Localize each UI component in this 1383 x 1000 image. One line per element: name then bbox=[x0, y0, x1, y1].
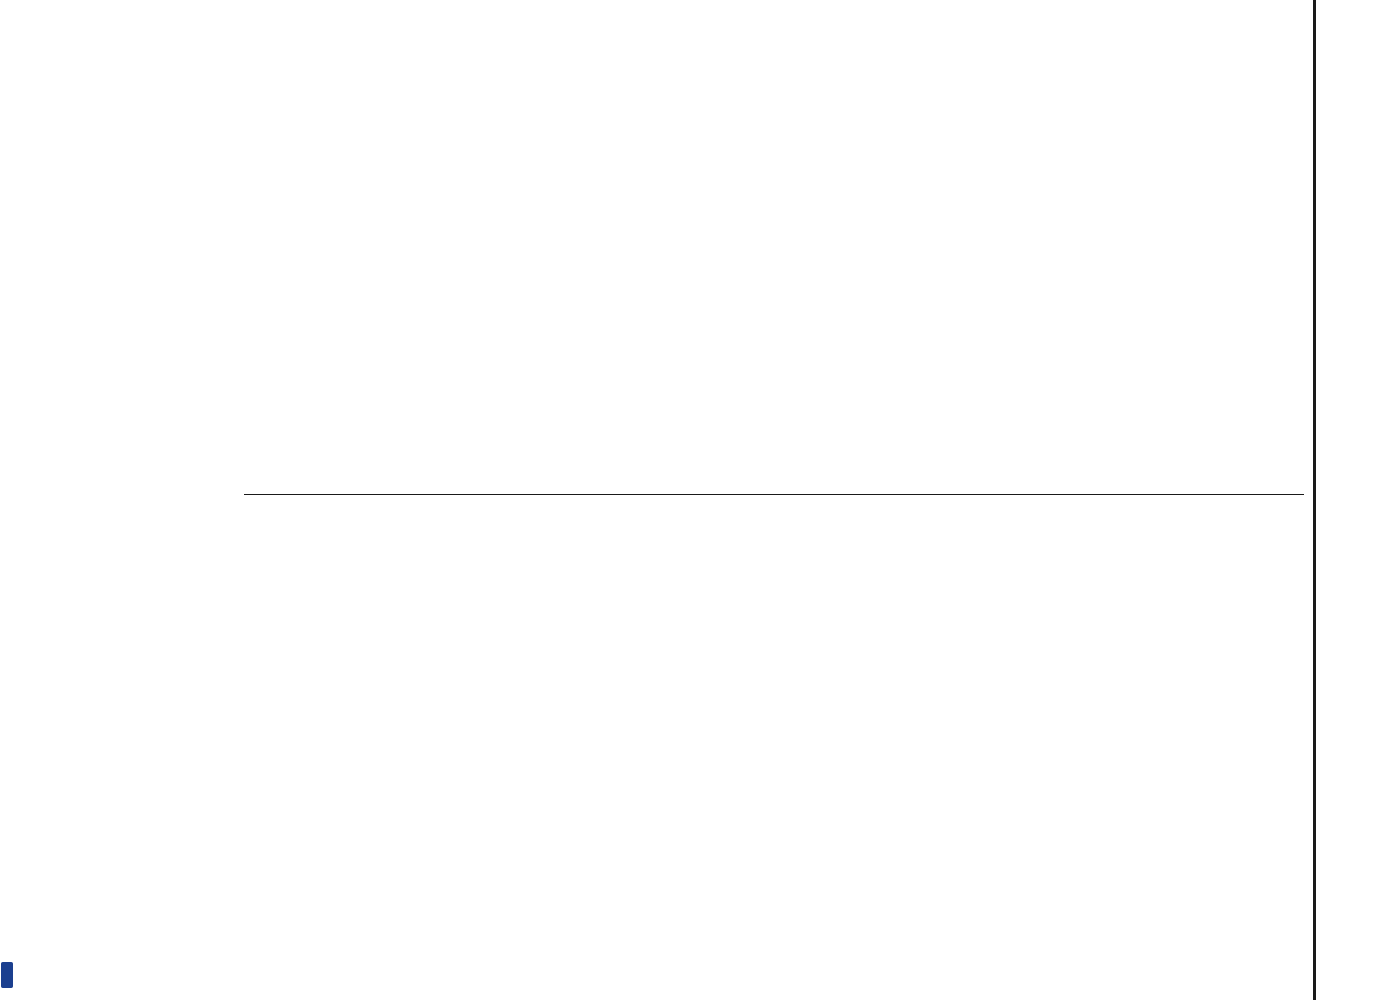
dfg-logo bbox=[1, 962, 13, 988]
column-divider bbox=[244, 494, 1304, 495]
page-header bbox=[1316, 0, 1360, 1000]
left-column bbox=[244, 0, 1304, 480]
digitization-sidebar bbox=[0, 0, 14, 1000]
rotated-page bbox=[157, 0, 1360, 1000]
document-page bbox=[157, 0, 1360, 1000]
right-column bbox=[244, 510, 1304, 990]
header-rule bbox=[1313, 0, 1316, 1000]
